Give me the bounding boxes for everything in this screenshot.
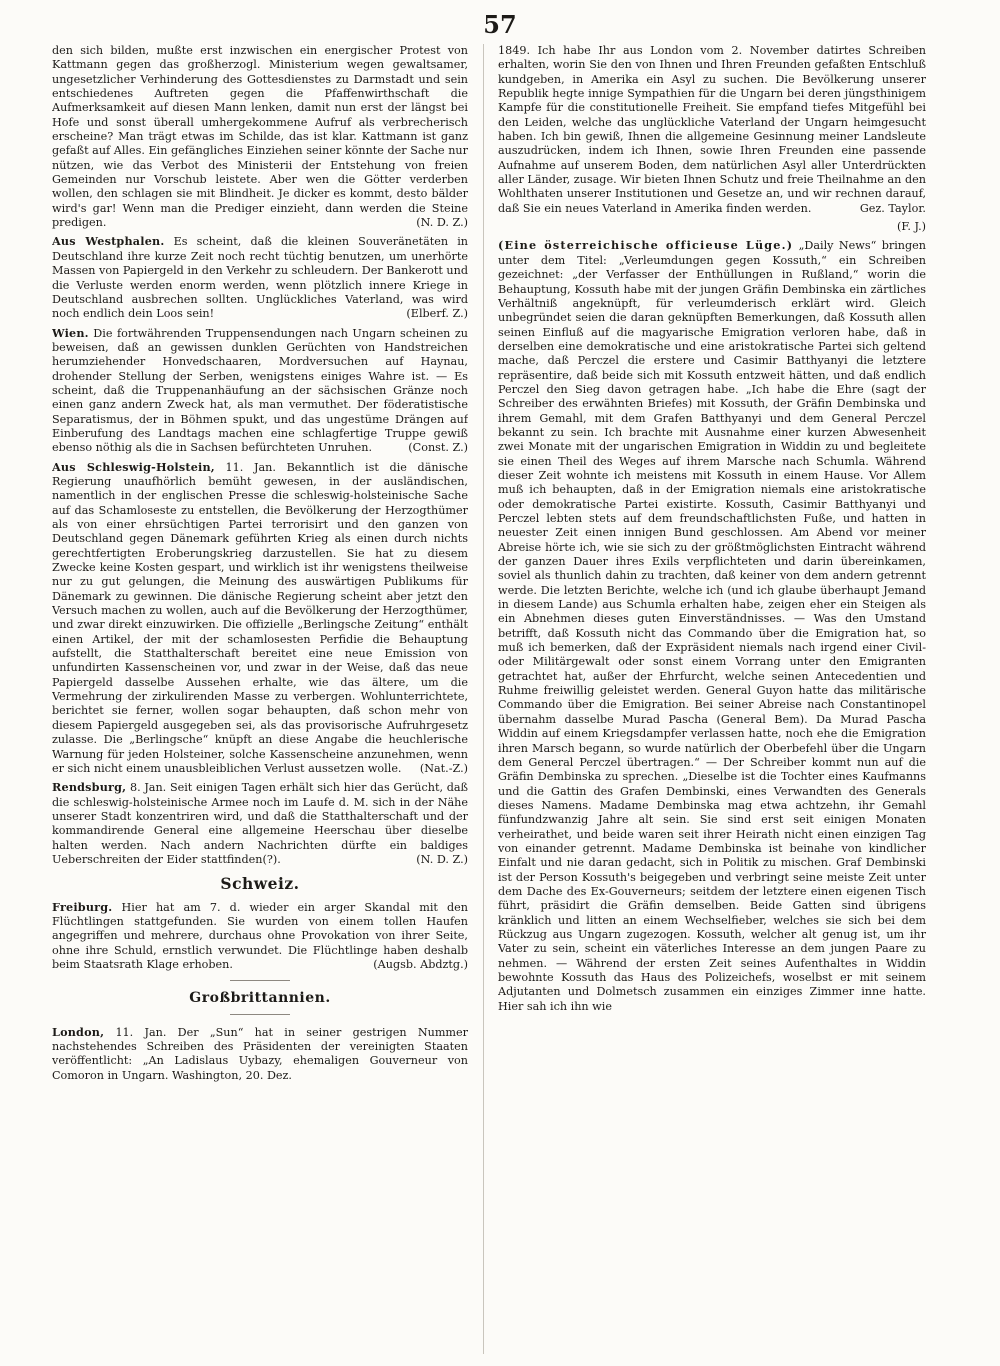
article-heading: Aus Schleswig-Holstein,	[52, 459, 215, 474]
article-heading: Freiburg.	[52, 899, 113, 914]
article-source: (Nat.-Z.)	[419, 761, 468, 775]
article-text: Seit einigen Tagen erhält sich hier das Gerücht, daß die schleswig-holsteinische Armee noch im Laufe d. M. sich in der Nähe unserer Stadt konzentriren wird, und daß die Statthalterschaft und der kommandirende General eine allgemeine Heerschau über dieselbe halten werden. Nach andern Nachrichten dürfte ein baldiges Ueberschreiten der Eider stattfinden(?).	[52, 781, 468, 866]
column-divider	[483, 44, 484, 1354]
article-schleswig-holstein	[52, 460, 468, 777]
section-title-schweiz: Schweiz.	[220, 874, 300, 894]
left-column	[52, 44, 468, 1360]
article-text: 1849. Ich habe Ihr aus London vom 2. November datirtes Schreiben erhalten, worin Sie den von Ihnen und Ihren Freunden gefaßten Entschluß kundgeben, in Amerika ein Asyl zu suchen. Die Bevölkerung unserer Republik hegte innige Sympathien für die Ungarn bei deren jüngsthinigem Kampfe für die constitutionelle Freiheit. Sie empfand tiefes Mitgefühl bei den Leiden, welche das unglückliche Vaterland der Ungarn heimgesucht haben. Ich bin gewiß, Ihnen die allgemeine Gesinnung meiner Landsleute auszudrücken, indem ich Ihnen, sowie Ihren Freunden eine passende Aufnahme auf unserem Boden, dem natürlichen Asyl aller Unterdrückten aller Länder, zusage. Wir bieten Ihnen Schutz und freie Theilnahme an den Wohlthaten unserer Institutionen und Gesetze an, und wir rechnen darauf, daß Sie ein neues Vaterland in Amerika finden werden.	[498, 44, 926, 215]
article-text: Hier hat am 7. d. wieder ein arger Skandal mit den Flüchtlingen stattgefunden. Sie wurden von einem tollen Haufen angegriffen und mehrere, durchaus ohne Provokation von ihrer Seite, ohne ihre Schuld, ernstlich verwundet. Die Flüchtlinge haben deshalb beim Staatsrath Klage erhoben.	[52, 900, 468, 971]
section-title-grossbritannien: Großbrittannien.	[189, 990, 331, 1007]
article-source: (Const. Z.)	[408, 441, 468, 455]
article-continuation	[52, 44, 468, 230]
article-source: (Elberf. Z.)	[406, 307, 468, 321]
page-number: 57	[483, 10, 517, 39]
article-text: Bekanntlich ist die dänische Regierung unaufhörlich bemüht gewesen, in der ausländischen, namentlich in der englischen Presse die schleswig-holsteinische Sache auf das Schamloseste zu entstellen, die Bevölkerung der Herzogthümer als von einer ehrsüchtigen Partei terrorisirt und den ganzen von Deutschland gegen Dänemark geführten Krieg als einen durch nichts gerechtfertigten Eroberungskrieg darzustellen. Sie hat zu diesem Zwecke keine Kosten gespart, und wirklich ist ihr wenigstens theilweise nur zu gut gelungen, die Meinung des auswärtigen Publikums für Dänemark zu gewinnen. Die dänische Regierung scheint aber jetzt den Versuch machen zu wollen, auch auf die Bevölkerung der Herzogthümer, und zwar direkt einzuwirken. Die offizielle „Berlingsche Zeitung“ enthält einen Artikel, der mit der schamlosesten Perfidie die Behauptung aufstellt, die Statthalterschaft bereitet eine neue Emission von unfundirten Kassenscheinen vor, und zwar in der Weise, daß das neue Papiergeld dasselbe Aussehen erhalte, wie das ältere, um die Vermehrung der zirkulirenden Masse zu verbergen. Wohlunterrichtete, berichtet sie ferner, wollen sogar behaupten, daß schon mehr von diesem Papiergeld ausgegeben sei, als das provisorische Aufruhrgesetz zulasse. Die „Berlingsche“ knüpft an diese Angabe die heuchlerische Warnung für jeden Holsteiner, solche Kassenscheine anzunehmen, wenn er sich nicht einem unausbleiblichen Verlust aussetzen wolle.	[52, 460, 468, 775]
article-text: den sich bilden, mußte erst inzwischen ein energischer Protest von Kattmann gegen das großherzogl. Ministerium wegen gewaltsamer, ungesetzlicher Verhinderung des Gottesdienstes zu Darmstadt und sein entschiedenes Auftreten gegen die Pfaffenwirthschaft die Aufmerksamkeit auf diesen Mann lenken, damit nun erst der längst bei Hofe und sonst überall umhergekommene Aufruf als verbrecherisch erscheine? Man trägt etwas im Schilde, das ist klar. Kattmann ist ganz gefaßt auf Alles. Ein gefängliches Einziehen seiner könnte der Sache nur nützen, wie das Verbot des Ministerii der Entstehung von freien Gemeinden nur Vorschub leistete. Aber wen die Götter verderben wollen, den schlagen sie mit Blindheit. Je dicker es kommt, desto bälder wird's gar! Wenn man die Prediger einzieht, dann werden die Steine predigen.	[52, 44, 468, 230]
article-source: (N. D. Z.)	[416, 216, 468, 230]
article-heading: London,	[52, 1024, 105, 1039]
article-source: (F. J.)	[896, 220, 926, 234]
article-heading: Wien.	[52, 325, 89, 340]
article-text: „Daily News“ bringen unter dem Titel: „Verleumdungen gegen Kossuth,“ ein Schreiben gezeichnet: „der Verfasser der Enthüllungen in Rußland,“ worin die Behauptung, Kossuth habe mit der jungen Gräfin Dembinska ein zärtliches Verhältniß angeknüpft, für verleumderisch erklärt wird. Gleich unbegründet seien die daran geknüpften Bemerkungen, daß Kossuth allen seinen Einfluß auf die magyarische Emigration verloren habe, daß in derselben eine demokratische und eine aristokratische Partei sich geltend mache, daß Perczel die erstere und Casimir Batthyanyi die letztere repräsentire, daß beide sich mit Kossuth entzweit hätten, und daß endlich Perczel den Sieg davon getragen habe. „Ich habe die Ehre (sagt der Schreiber des erwähnten Briefes) mit Kossuth, der Gräfin Dembinska und ihrem Gemahl, mit dem Grafen Batthyanyi und dem General Perczel bekannt zu sein. Ich brachte mit Ausnahme einer kurzen Abwesenheit zwei Monate mit der ungarischen Emigration in Widdin zu und begleitete sie einen Theil des Weges auf ihrem Marsche nach Schumla. Während dieser Zeit wohnte ich meistens mit Kossuth in einem Hause. Vor Allem muß ich behaupten, daß in der Emigration niemals eine aristokratische oder demokratische Partei existirte. Kossuth, Casimir Batthyanyi und Perczel lebten stets auf dem freundschaftlichsten Fuße, und hatten in neuester Zeit einen innigen Bund geschlossen. Am Abend vor meiner Abreise hörte ich, wie sie sich zu der größtmöglichsten Eintracht während der ganzen Dauer ihres Exils verpflichteten und darin übereinkamen, soviel als thunlich dahin zu trachten, daß keiner von dem andern getrennt werde. Die letzten Berichte, welche ich (und ich glaube überhaupt Jemand in diesem Lande) aus Schumla erhalten habe, zeigen eher ein Steigen als ein Abnehmen dieses guten Einverständnisses. — Was den Umstand betrifft, daß Kossuth nicht das Commando über die Emigration hat, so muß ich bemerken, daß der Expräsident niemals nach irgend einer Civil- oder Militärgewalt oder sonst einem Vorrang unter den Emigranten getrachtet hat, außer der Ehrfurcht, welche seinen Antecedentien und Ruhme freiwillig geleistet werden. General Guyon hatte das militärische Commando über die Emigration. Bei seiner Abreise nach Constantinopel übernahm dasselbe Murad Pascha (General Bem). Da Murad Pascha Widdin auf einem Kriegsdampfer verlassen hatte, noch ehe die Emigration ihren Marsch begann, so wurde natürlich der Oberbefehl über die Ungarn dem General Perczel übertragen.“ — Der Schreiber kommt nun auf die Gräfin Dembinska zu sprechen. „Dieselbe ist die Tochter eines Kaufmanns und die Gattin des Grafen Dembinski, eines Verwandten des Generals dieses Namens. Madame Dembinska mag etwa achtzehn, ihr Gemahl fünfundzwanzig Jahre alt sein. Sie sind erst seit einigen Monaten verheirathet, und beide waren seit ihrer Heirath nicht einen einzigen Tag von einander getrennt. Madame Dembinska ist beinahe von kindlicher Einfalt und nie daran gedacht, sich in Politik zu mischen. Graf Dembinski ist der Person Kossuth's beigegeben und verbringt seine meiste Zeit unter dem Dache des Ex-Gouverneurs; seitdem der letztere einen eigenen Tisch führt, präsidirt die Gräfin demselben. Beide Gatten sind übrigens kränklich und litten an einem Wechselfieber, welches sie sich bei dem Rückzug aus Ungarn zugezogen. Kossuth, welcher alt genug ist, um ihr Vater zu sein, scheint ein väterliches Interesse an dem jungen Paare zu nehmen. — Während der ersten Zeit seines Aufenthaltes in Widdin bewohnte Kossuth das Haus des Polizeichefs, woselbst er mit seinem Adjutanten und Dolmetsch zusammen ein einziges Zimmer inne hatte. Hier sah ich ihn wie	[498, 239, 926, 1013]
section-divider	[230, 980, 290, 981]
article-freiburg	[52, 900, 468, 973]
article-date: 11. Jan.	[115, 1025, 167, 1039]
article-rendsburg	[52, 780, 468, 867]
article-date: 11. Jan.	[225, 460, 276, 474]
article-text: Der „Sun“ hat in seiner gestrigen Nummer nachstehendes Schreiben des Präsidenten der vereinigten Staaten veröffentlicht: „An Ladislaus Uybazy, ehemaligen Gouverneur von Comoron in Ungarn. Washington, 20. Dez.	[52, 1025, 468, 1082]
article-heading: Aus Westphalen.	[52, 234, 165, 249]
article-wien	[52, 326, 468, 456]
article-source: (N. D. Z.)	[416, 852, 468, 866]
article-heading: (Eine österreichische officieuse Lüge.)	[498, 238, 794, 253]
article-source: (Augsb. Abdztg.)	[373, 957, 468, 971]
article-westphalen	[52, 234, 468, 321]
article-text: Es scheint, daß die kleinen Souveränetäten in Deutschland ihre kurze Zeit noch recht tüchtig benutzen, um unerhörte Massen von Papiergeld in den Verkehr zu schleudern. Der Bankerott und die Verluste werden enorm werden, wenn plötzlich innere Kriege in Deutschland ausbrechen sollten. Unglückliches Vaterland, was wird noch endlich dein Loos sein!	[52, 235, 468, 321]
article-text: Die fortwährenden Truppensendungen nach Ungarn scheinen zu beweisen, daß an gewissen dunklen Gerüchten von Handstreichen herumziehender Honvedschaaren, Mordversuchen auf Haynau, drohender Stellung der Serben, wenigstens einiges Wahre ist. — Es scheint, daß die Truppenanhäufung an der sächsischen Gränze noch einen ganz andern Zweck hat, als man vermuthet. Der föderatistische Separatismus, der in Böhmen spukt, und das ungestüme Drängen auf Einberufung des Landtags machen eine schlagfertige Truppe gewiß ebenso nöthig als die in Sachsen befürchteten Unruhen.	[52, 326, 468, 455]
article-london	[52, 1025, 468, 1083]
article-heading: Rendsburg,	[52, 780, 127, 795]
article-date: 8. Jan.	[129, 781, 167, 795]
right-column	[498, 44, 926, 1360]
article-kossuth	[498, 238, 926, 1014]
section-divider	[230, 1014, 290, 1015]
taylor-letter	[498, 44, 926, 216]
letter-signature: Gez. Taylor.	[859, 201, 926, 215]
taylor-source-line	[498, 220, 926, 234]
